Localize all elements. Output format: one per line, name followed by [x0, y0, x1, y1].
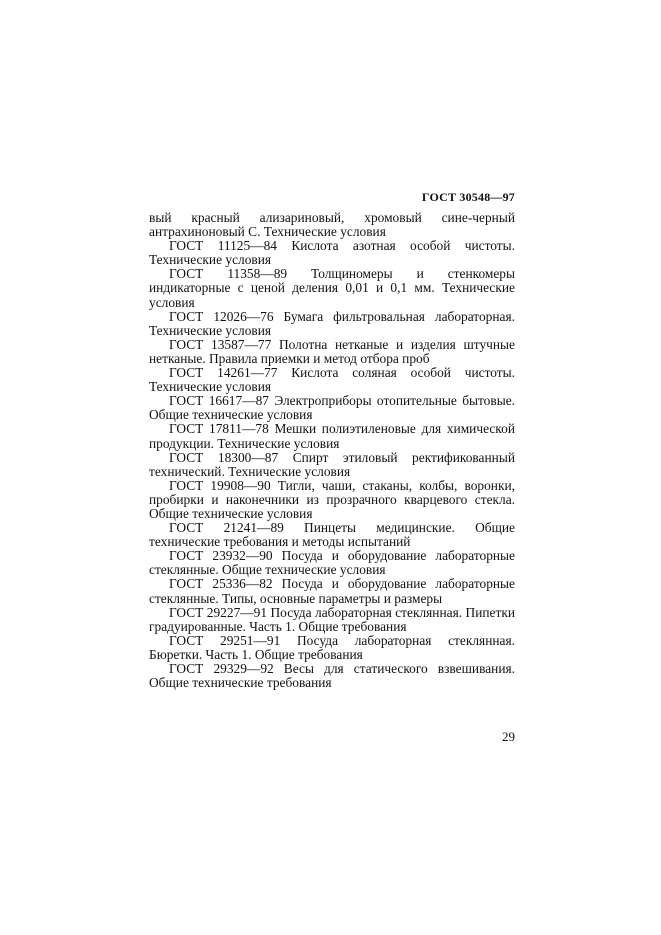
- list-item: ГОСТ 13587—77 Полотна нетканые и изделия штучные нетканые. Правила приемки и метод отбора проб: [149, 336, 515, 366]
- page-number: 29: [502, 729, 515, 744]
- list-item: вый красный ализариновый, хромовый сине-черный антрахиноновый С. Технические условия: [149, 210, 515, 240]
- list-item: ГОСТ 19908—90 Тигли, чаши, стаканы, колбы, воронки, пробирки и наконечники из прозрачного кварцевого стекла. Общие технические условия: [149, 477, 515, 521]
- list-item: ГОСТ 21241—89 Пинцеты медицинские. Общие технические требования и методы испытаний: [149, 520, 515, 550]
- list-item: ГОСТ 25336—82 Посуда и оборудование лабораторные стеклянные. Типы, основные параметры и размеры: [149, 576, 515, 606]
- list-item: ГОСТ 11125—84 Кислота азотная особой чистоты. Технические условия: [149, 238, 515, 268]
- list-item: ГОСТ 18300—87 Спирт этиловый ректификованный технический. Технические условия: [149, 449, 515, 479]
- list-item: ГОСТ 11358—89 Толщиномеры и стенкомеры индикаторные с ценой деления 0,01 и 0,1 мм. Технические условия: [149, 266, 515, 310]
- list-item: ГОСТ 17811—78 Мешки полиэтиленовые для химической продукции. Технические условия: [149, 421, 515, 451]
- list-item: ГОСТ 14261—77 Кислота соляная особой чистоты. Технические условия: [149, 365, 515, 395]
- list-item: ГОСТ 12026—76 Бумага фильтровальная лабораторная. Технические условия: [149, 308, 515, 338]
- list-item: ГОСТ 16617—87 Электроприборы отопительные бытовые. Общие технические условия: [149, 393, 515, 423]
- document-code-header: ГОСТ 30548—97: [421, 190, 515, 204]
- list-item: ГОСТ 29227—91 Посуда лабораторная стеклянная. Пипетки градуированные. Часть 1. Общие требования: [149, 604, 515, 634]
- reference-list: [149, 211, 515, 690]
- list-item: ГОСТ 23932—90 Посуда и оборудование лабораторные стеклянные. Общие технические условия: [149, 548, 515, 578]
- list-item: ГОСТ 29329—92 Весы для статического взвешивания. Общие технические требования: [149, 661, 515, 691]
- list-item: ГОСТ 29251—91 Посуда лабораторная стеклянная. Бюретки. Часть 1. Общие требования: [149, 632, 515, 662]
